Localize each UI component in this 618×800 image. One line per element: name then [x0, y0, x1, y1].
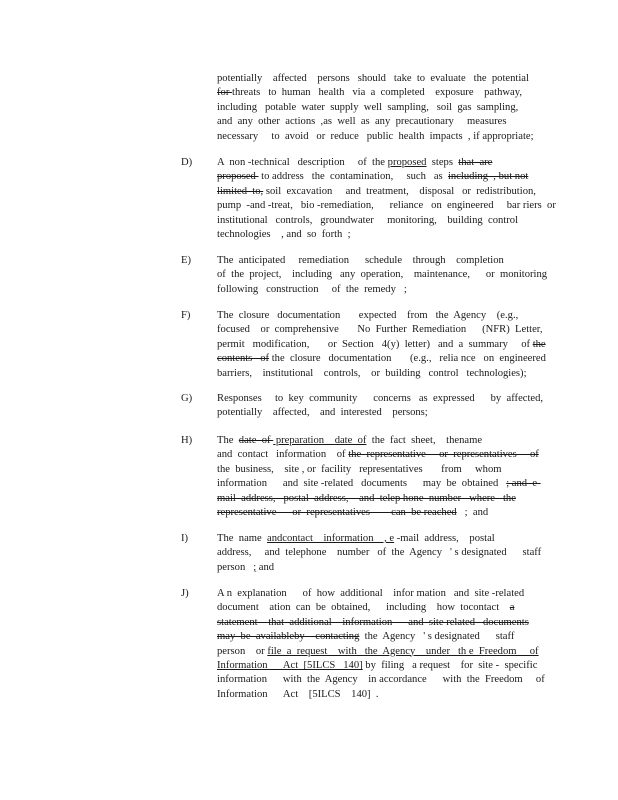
deleted-text: for — [217, 87, 233, 99]
inserted-text: ; — [253, 561, 257, 573]
deleted-text: may be availableby contacting — [217, 631, 360, 643]
text-line: and any other actions ,as well as any precautionary measures — [217, 116, 507, 128]
text-line: information and site -related documents may be obtained ; and e- — [217, 478, 541, 490]
text-line: necessary to avoid or reduce public health impacts , if appropriate; — [217, 130, 534, 142]
deleted-text: including , but not — [447, 171, 529, 183]
text-line: limited to, soil excavation and treatment, disposal or redistribution, — [217, 185, 536, 197]
deleted-text: mail address, postal address, and telep hone number where the — [217, 492, 516, 504]
text-line: A non -technical description of the proposed steps that are — [217, 157, 493, 168]
deleted-text: that are — [458, 157, 493, 168]
text-line: for threats to human health via a completed exposure pathway, — [217, 87, 522, 99]
text-line: document ation can be obtained, including how tocontact a — [217, 602, 515, 614]
deleted-text: proposed — [217, 171, 259, 183]
inserted-text: Information Act [5ILCS 140] — [217, 659, 363, 671]
text-line: address, and telephone number of the Agency ' s designated staff — [217, 547, 542, 559]
text-line: information with the Agency in accordance with the Freedom of — [217, 674, 545, 686]
inserted-text: proposed — [387, 157, 427, 168]
item-letter-e: E) — [181, 255, 191, 266]
deleted-text: ; and e- — [506, 478, 541, 490]
text-line: contents of the closure documentation (e.g., relia nce on engineered — [217, 353, 546, 365]
deleted-text: contents of — [217, 353, 270, 365]
item-letter-j: J) — [181, 588, 189, 599]
text-line: pump -and -treat, bio -remediation, reliance on engineered bar riers or — [217, 200, 556, 212]
text-line: potentially affected, and interested persons; — [217, 407, 428, 419]
deleted-text: limited to, — [217, 185, 264, 197]
text-line: representative or representatives can be reached ; and — [217, 506, 489, 518]
deleted-text: date of — [238, 435, 274, 446]
text-line: Information Act [5ILCS 140] . — [217, 688, 379, 700]
text-line: The anticipated remediation schedule through completion — [217, 255, 504, 266]
text-line: The closure documentation expected from the Agency (e.g., — [217, 310, 519, 321]
text-line: permit modification, or Section 4(y) letter) and a summary of the — [217, 338, 546, 350]
text-line: focused or comprehensive No Further Remediation (NFR) Letter, — [217, 324, 543, 336]
item-f-paragraph — [217, 309, 557, 381]
item-h-paragraph — [217, 434, 557, 520]
item-letter-h: H) — [181, 435, 193, 446]
inserted-text: date of — [334, 435, 367, 446]
text-line: technologies , and so forth ; — [217, 228, 351, 240]
text-line: The date of preparation date of the fact sheet, thename — [217, 435, 483, 446]
deleted-text: representative or representatives can be reached — [217, 506, 457, 518]
deleted-text: a — [509, 602, 515, 614]
inserted-text: andcontact information , e — [267, 533, 395, 544]
deleted-text: the — [532, 338, 546, 350]
text-line: may be availableby contacting the Agency ' s designated staff — [217, 631, 515, 643]
item-g-paragraph — [217, 392, 557, 421]
item-e-paragraph — [217, 254, 557, 297]
text-line — [217, 616, 557, 630]
text-line: proposed to address the contamination, such as including , but not — [217, 171, 529, 183]
item-letter-d: D) — [181, 157, 193, 168]
text-line: The name andcontact information , e -mail address, postal — [217, 533, 495, 544]
inserted-text: preparation — [273, 435, 335, 446]
text-line: person ; and — [217, 561, 275, 573]
item-d-paragraph — [217, 156, 557, 242]
text-line: A n explanation of how additional infor mation and site -related — [217, 588, 525, 599]
text-line: barriers, institutional controls, or building control technologies); — [217, 367, 527, 379]
text-line: the business, site , or facility representatives from whom — [217, 463, 502, 475]
text-line: Responses to key community concerns as expressed by affected, — [217, 393, 544, 404]
item-letter-g: G) — [181, 393, 193, 404]
text-line: and contact information of the representative or representatives of — [217, 449, 539, 461]
text-line: of the project, including any operation, maintenance, or monitoring — [217, 269, 548, 281]
item-j-paragraph — [217, 587, 557, 702]
inserted-text: file a request with the Agency under th e Freedom of — [267, 645, 539, 657]
item-i-paragraph — [217, 532, 557, 575]
text-line — [217, 492, 557, 506]
deleted-text: the representative or representatives of — [348, 449, 539, 461]
text-line: including potable water supply well sampling, soil gas sampling, — [217, 101, 519, 113]
item-letter-f: F) — [181, 310, 191, 321]
text-line: institutional controls, groundwater monitoring, building control — [217, 214, 519, 226]
text-line: potentially affected persons should take to evaluate the potential — [217, 73, 529, 84]
text-line: Information Act [5ILCS 140] by filing a request for site - specific — [217, 659, 538, 671]
text-line: following construction of the remedy ; — [217, 283, 407, 295]
deleted-text: statement that additional information and site related documents — [217, 616, 529, 628]
text-line: person or file a request with the Agency under th e Freedom of — [217, 645, 539, 657]
item-letter-i: I) — [181, 533, 189, 544]
intro-paragraph — [217, 72, 557, 144]
